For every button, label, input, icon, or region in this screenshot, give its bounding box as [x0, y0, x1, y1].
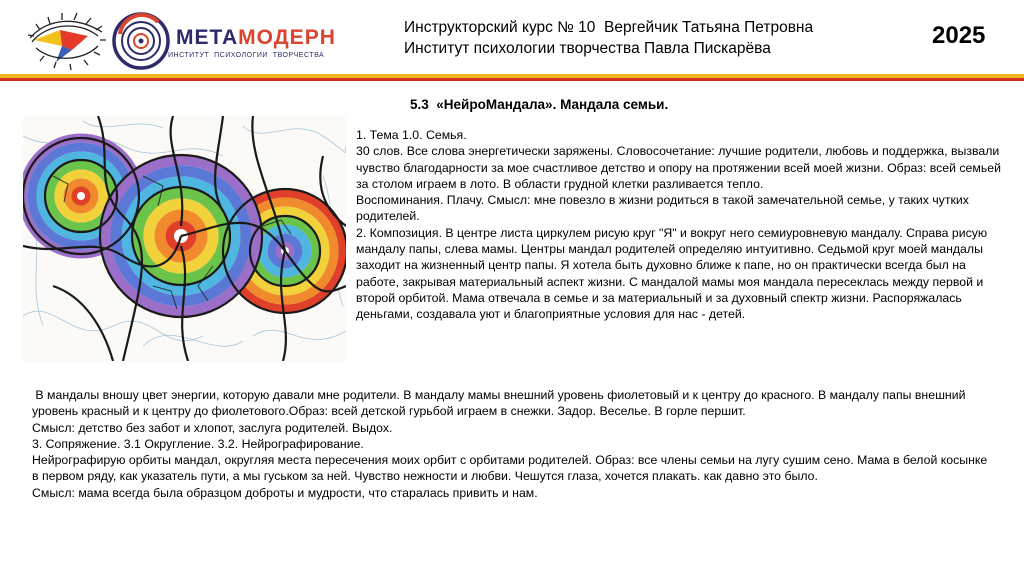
- header-divider-red: [0, 78, 1024, 81]
- family-mandala-artwork: [23, 116, 346, 361]
- brand-name-part2: МОДЕРН: [238, 26, 336, 49]
- brand-name: [176, 26, 336, 50]
- paragraph: 3. Сопряжение. 3.1 Округление. 3.2. Нейрографирование.: [32, 436, 364, 451]
- paragraph: Нейрографирую орбиты мандал, округляя места пересечения моих орбит с орбитами родителей. Образ: все члены семьи на лугу сушим сено. Мама в белой косынке в первом ряду, как указатель пути, а мы гуськом за ней. Чувство нежности и любви. Чешутся глаза, хочется плакать. как давно это было.: [32, 453, 988, 484]
- paragraph: Смысл: детство без забот и хлопот, заслуга родителей. Выдох.: [32, 420, 393, 435]
- paragraph: Воспоминания. Плачу. Смысл: мне повезло в жизни родиться в такой замечательной семье, у таких чутких родителей.: [356, 193, 969, 224]
- brand-name-part1: МЕТА: [176, 26, 239, 49]
- right-text-block: [356, 127, 1006, 323]
- spiral-logo-icon: [110, 8, 172, 74]
- paragraph: 1. Тема 1.0. Семья.: [356, 128, 467, 142]
- slide-title: 5.3 «НейроМандала». Мандала семьи.: [410, 97, 669, 112]
- paragraph: Смысл: мама всегда была образцом доброты и мудрости, что старалась привить и нам.: [32, 485, 538, 500]
- course-line: Инструкторский курс № 10 Вергейчик Татьяна Петровна: [404, 19, 814, 36]
- metamodern-logo: [110, 6, 336, 78]
- header-text: [404, 17, 813, 59]
- year-label: 2025: [932, 22, 986, 49]
- thorn-wreath-logo-icon: [26, 8, 106, 74]
- brand-subtitle: ИНСТИТУТ ПСИХОЛОГИИ ТВОРЧЕСТВА: [168, 52, 325, 59]
- bottom-text-block: [32, 387, 992, 501]
- institute-line: Институт психологии творчества Павла Пискарёва: [404, 40, 771, 57]
- paragraph: 2. Композиция. В центре листа циркулем рисую круг "Я" и вокруг него семиуровневую мандалу. Справа рисую мандалу папы, слева мамы. Центры мандал родителей определяю интуитивно. Седьмой круг моей мандалы заходит на жизненный центр папы. Я хотела быть духовно ближе к папе, но он практически всегда был на работе, закрывая материальный аспект жизни. С мандалой мамы моя мандала пересеклась между первой и второй орбитой. Мама отвечала в семье и за материальный и за духовный спектр жизни. Распоряжалась деньгами, создавала уют и благоприятные условия для нас - детей.: [356, 225, 988, 322]
- paragraph: 30 слов. Все слова энергетически заряжены. Словосочетание: лучшие родители, любовь и поддержка, вызвали чувство благодарности за мое счастливое детство и опору на протяжении всей моей жизни. Образ: всей семьей за столом играем в лото. В области грудной клетки разливается тепло.: [356, 144, 1001, 191]
- paragraph: В мандалы вношу цвет энергии, которую давали мне родители. В мандалу мамы внешний уровень фиолетовый и к центру до красного. В мандалу папы внешний уровень красный и к центру до фиолетового.Образ: всей детской гурьбой играем в снежки. Задор. Веселье. В горле першит.: [32, 388, 969, 419]
